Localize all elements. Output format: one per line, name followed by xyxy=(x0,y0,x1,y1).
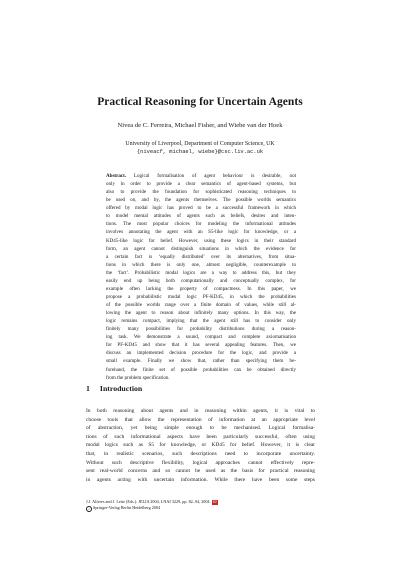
abstract-line: forehand, the finite set of possible probabilities can be obtained directly xyxy=(106,366,296,373)
abstract-line: involves annotating the agent with an S5-like logic for knowledge, or a xyxy=(106,229,296,236)
springer-logo: SV xyxy=(212,499,217,504)
abstract xyxy=(106,172,296,382)
abstract-label: Abstract. xyxy=(106,173,127,179)
abstract-line: easily end up being both computationally and conceptually complex, for xyxy=(106,277,296,284)
abstract-line: lowing the agent to reason about infinitely many options. In this way, the xyxy=(106,310,296,317)
section-number: 1 xyxy=(86,384,90,393)
intro-line: sent real-world concerns and so cannot be used as the basis for practical reasoning xyxy=(86,468,315,475)
abstract-line: also to provide the foundation for sophisticated reasoning techniques to xyxy=(106,189,296,196)
abstract-line: only in order to provide a clear semantics of agent-based systems, but xyxy=(106,181,296,188)
abstract-line: be used on, and by, the agents themselves. The possible worlds semantics xyxy=(106,197,296,204)
introduction-text xyxy=(86,407,315,484)
intro-line: in agents acting with uncertain information. While there have been some steps xyxy=(86,476,315,483)
affiliation-block xyxy=(0,141,400,156)
abstract-line: KD45-like logic for belief. However, using these logics in their standard xyxy=(106,237,296,244)
abstract-line: example often lacking the property of compactness. In this paper, we xyxy=(106,285,296,292)
abstract-line: a certain fact is ‘equally distributed’ over its alternatives, from situa- xyxy=(106,253,296,260)
abstract-line: tions in which there is only one, almost negligible, counterexample to xyxy=(106,261,296,268)
intro-line: In both reasoning about agents and in reasoning within agents, it is vital to xyxy=(86,408,315,414)
abstract-line: from the problem specification. xyxy=(106,374,170,381)
abstract-line: finitely many possibilities for probability distributions during a reason- xyxy=(106,326,296,333)
abstract-line: the ‘fact’. Probabilistic modal logics are a way to address this, but they xyxy=(106,269,296,276)
abstract-line: offered by modal logic has proved to be a successful framework in which xyxy=(106,205,296,212)
intro-line: choose tools that allow the representation of information at an appropriate level xyxy=(86,416,315,423)
section-heading xyxy=(86,384,316,393)
abstract-line: to model mental attitudes of agents such as beliefs, desires and inten- xyxy=(106,213,296,220)
abstract-line: of the possible worlds range over a finite domain of values, while still al- xyxy=(106,302,296,308)
author-emails: {niveacf, michael, wiebe}@csc.liv.ac.uk xyxy=(136,148,264,155)
abstract-line: ing task. We demonstrate a sound, compact and complete axiomatisation xyxy=(106,334,296,341)
abstract-line: tions. The most popular choices for modeling the informational attitudes xyxy=(106,221,296,228)
page-footer xyxy=(86,499,315,512)
intro-line: tions of such informational aspects have been particularly successful, often using xyxy=(86,433,315,440)
abstract-line: discuss an implemented decision procedure for the logic, and provide a xyxy=(106,350,296,357)
footer-copyright: c Springer-Verlag Berlin Heidelberg 2004 xyxy=(86,505,315,512)
abstract-line: Abstract. Logical formalisation of agent behaviour is desirable, not xyxy=(106,173,296,179)
author-list: Nivea de C. Ferreira, Michael Fisher, and Wiebe van der Hoek xyxy=(117,122,283,129)
section-title: Introduction xyxy=(99,384,143,393)
intro-line: of abstraction, yet being simple enough to be mechanised. Logical formalisa- xyxy=(86,425,315,432)
abstract-line: logic remains compact, implying that the agent still has to consider only xyxy=(106,318,296,325)
copyright-icon: c xyxy=(86,506,92,512)
intro-line: Without such descriptive flexibility, logical approaches cannot effectively repre- xyxy=(86,459,315,466)
abstract-line: form, an agent cannot distinguish situations in which the evidence for xyxy=(106,245,296,252)
abstract-line: small example. Finally we show that, rather than specifying them be- xyxy=(106,358,296,365)
paper-title: Practical Reasoning for Uncertain Agents xyxy=(97,96,303,108)
intro-line: modal logics such as S5 for knowledge, or KD45 for belief. However, it is clear xyxy=(86,442,315,449)
abstract-line: propose a probabilistic modal logic PF-KD45, in which the probabilities xyxy=(106,293,296,300)
footer-citation: J.J. Alferes and J. Leite (Eds.): JELIA 2004, LNAI 3229, pp. 82–94, 2004. SV xyxy=(86,499,217,504)
affiliation: University of Liverpool, Department of Computer Science, UK xyxy=(125,141,275,147)
abstract-line: for PF-KD45 and show that it has several appealing features. Then, we xyxy=(106,342,296,349)
intro-line: that, in realistic scenarios, such descriptions need to incorporate uncertainty. xyxy=(86,450,315,457)
